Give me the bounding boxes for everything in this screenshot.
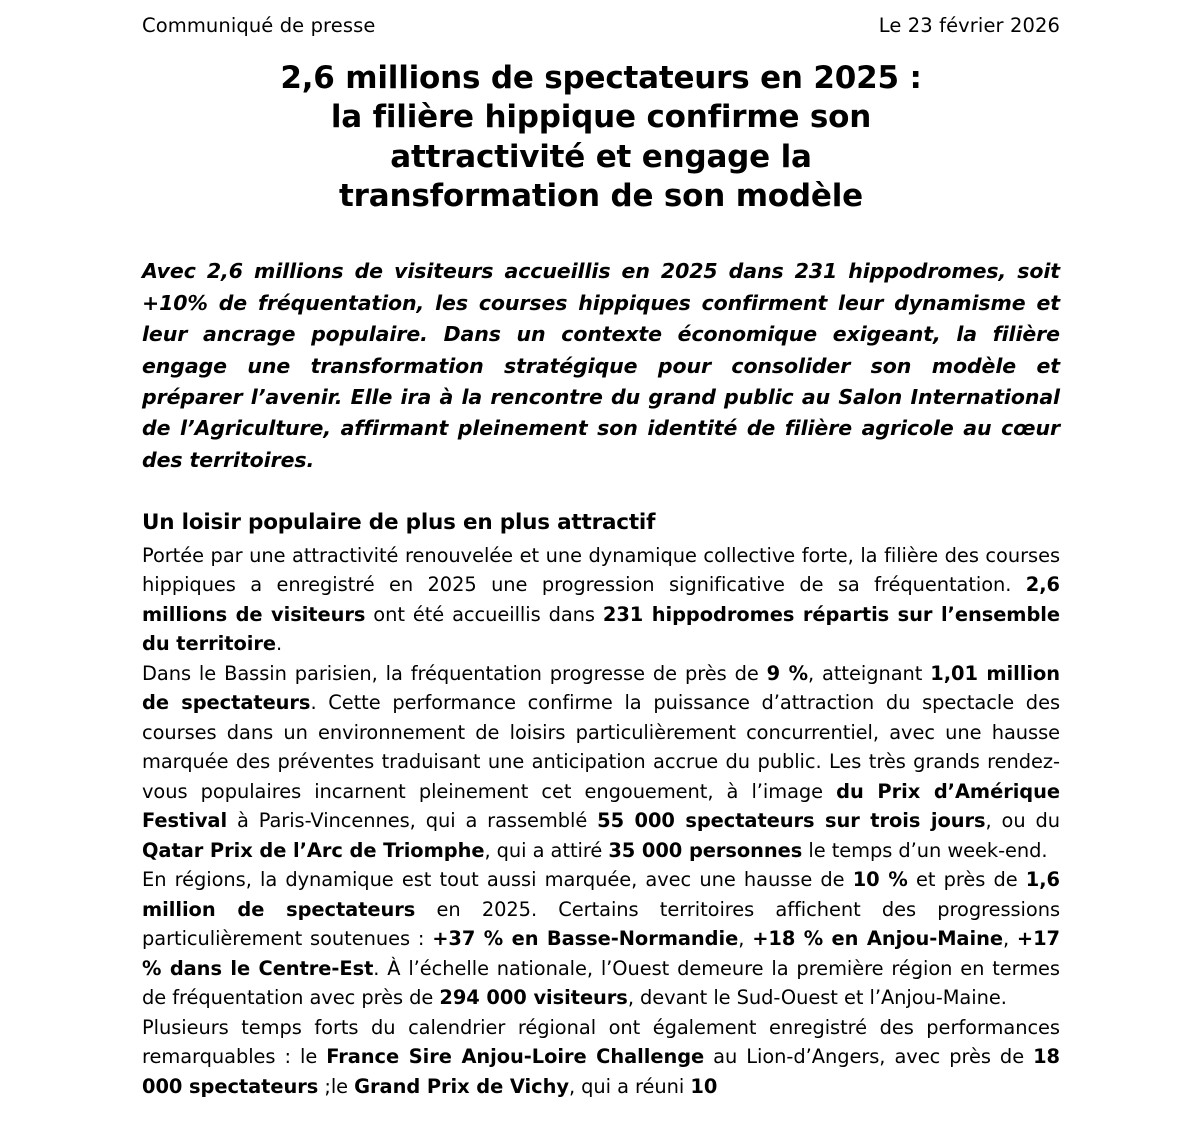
p2-highlight-arc-triomphe: Qatar Prix de l’Arc de Triomphe [142, 838, 485, 862]
p2-highlight-million: 1,01 million de spectateurs [142, 661, 1060, 715]
p3-highlight-normandie: +37 % en Basse-Normandie [432, 927, 739, 951]
p2-text-g: à Paris-Vincennes, qui a rassemblé [227, 809, 598, 833]
lede-paragraph: Avec 2,6 millions de visiteurs accueillis en 2025 dans 231 hippodromes, soit +10% de fréquentation, les courses hippiques confirment leur dynamisme et leur ancrage populaire. Dans un contexte économique exigeant, la filière engage une transformation stratégique pour consolider son modèle et préparer l’avenir. Elle ira à la rencontre du grand public au Salon International de l’Agriculture, affirmant pleinement son identité de filière agricole au cœur des territoires. [142, 259, 1060, 472]
p4-text-g: , qui a réuni [568, 1074, 691, 1098]
p4-highlight-18000: 18 000 spectateurs [142, 1045, 1060, 1098]
p3-text-m: , devant le Sud-Ouest et l’Anjou-Maine. [627, 986, 1007, 1010]
p4-highlight-anjou-loire: France Sire Anjou-Loire Challenge [326, 1045, 705, 1069]
p2-text-m: le temps d’un week-end. [802, 838, 1048, 862]
p3-text-i: , [1002, 927, 1017, 951]
p3-text-k: . À l’échelle nationale, l’Ouest demeure la première région en termes de fréquentation avec près de [142, 956, 1060, 1010]
p2-highlight-prix-amerique: du Prix d’Amérique Festival [142, 779, 1060, 833]
paragraph-2 [142, 659, 1060, 865]
paragraph-3 [142, 865, 1060, 1012]
paragraph-4 [142, 1013, 1060, 1101]
p1-text-c: ont été accueillis dans [365, 602, 603, 626]
p3-text-c: et près de [907, 868, 1026, 892]
section-body [142, 541, 1060, 1101]
document-date: Le 23 février 2026 [878, 14, 1060, 37]
p2-text-c: , atteignant [808, 661, 931, 685]
p3-highlight-10pct: 10 % [852, 868, 908, 892]
p1-text-e: . [275, 632, 283, 656]
document-header [142, 14, 1060, 37]
title-line-3: attractivité et engage la [390, 138, 812, 175]
p2-text-e: . Cette performance confirme la puissance d’attraction du spectacle des courses dans un environnement de loisirs particulièrement concurrentiel, avec une hausse marquée des préventes traduisant une anticipation accrue du public. Les très grands rendez-vous populaires incarnent pleinement cet engouement, à l’image [142, 691, 1060, 803]
paragraph-1 [142, 541, 1060, 659]
p2-highlight-percent: 9 % [766, 661, 808, 685]
p3-highlight-anjou-maine: +18 % en Anjou-Maine [752, 927, 1003, 951]
p4-highlight-vichy: Grand Prix de Vichy [354, 1074, 569, 1098]
page-title [142, 59, 1060, 216]
p2-text-i: , ou du [985, 809, 1060, 833]
p4-text-a: Plusieurs temps forts du calendrier régional ont également enregistré des performances remarquables : le [142, 1015, 1060, 1069]
title-line-4: transformation de son modèle [339, 178, 863, 215]
p3-highlight-centre-est: +17 % dans le Centre-Est [142, 927, 1061, 980]
p4-text-c: au Lion-d’Angers, avec près de [704, 1045, 1034, 1069]
p3-highlight-16million: 1,6 million de spectateurs [142, 868, 1060, 921]
document-type-label: Communiqué de presse [142, 14, 376, 37]
p1-highlight-visitors: 2,6 millions de visiteurs [142, 573, 1060, 626]
p1-text-a: Portée par une attractivité renouvelée et une dynamique collective forte, la filière des courses hippiques a enregistré en 2025 une progression significative de sa fréquentation. [142, 543, 1060, 597]
section-heading: Un loisir populaire de plus en plus attractif [142, 509, 656, 535]
title-line-2: la filière hippique confirme son [330, 99, 872, 136]
p3-text-a: En régions, la dynamique est tout aussi marquée, avec une hausse de [142, 868, 853, 892]
p2-text-k: , qui a attiré [484, 838, 609, 862]
p2-text-a: Dans le Bassin parisien, la fréquentation progresse de près de [142, 661, 767, 685]
p1-highlight-hippodromes: 231 hippodromes répartis sur l’ensemble du territoire [142, 602, 1060, 656]
p3-text-g: , [738, 927, 753, 951]
p4-text-e: ;le [318, 1074, 355, 1098]
p4-highlight-10: 10 [690, 1074, 718, 1098]
p3-highlight-294000: 294 000 visiteurs [439, 986, 628, 1010]
p2-highlight-35000: 35 000 personnes [608, 838, 803, 862]
title-line-1: 2,6 millions de spectateurs en 2025 : [280, 60, 922, 96]
p3-text-e: en 2025. Certains territoires affichent des progressions particulièrement soutenues : [142, 897, 1061, 951]
p2-highlight-55000: 55 000 spectateurs sur trois jours [597, 809, 986, 833]
